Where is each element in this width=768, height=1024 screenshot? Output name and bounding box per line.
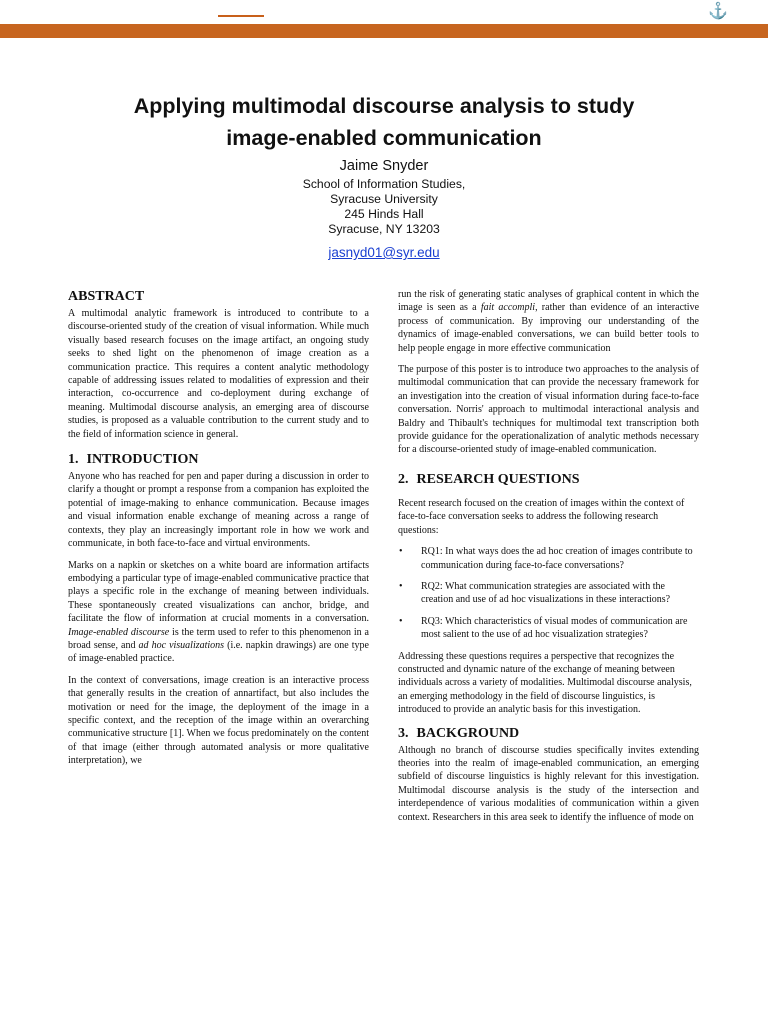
abstract-heading: ABSTRACT xyxy=(68,289,145,304)
section-number: 3. xyxy=(398,725,409,741)
affiliation-line: 245 Hinds Hall xyxy=(344,207,424,221)
list-item: • RQ2: What communication strategies are associated with the creation and use of ad hoc visualizations in these interactions? xyxy=(399,580,671,606)
intro-paragraph-2: Marks on a napkin or sketches on a white board are information artifacts embodying a particular type of image-enabled communicative practice that plays a specific role in the exchange of meaning between individuals. These spontaneously created visualizations can anchor, bridge, and facilitate the flow of information at crucial moments in a conversation. Image-enabled discourse is the term used to refer to this phenomenon in a broad sense, and ad hoc visualizations (i.e. napkin drawings) are one type of image-enabled practice. xyxy=(68,559,369,665)
right-column xyxy=(398,288,699,832)
intro-paragraph-1: Anyone who has reached for pen and paper during a discussion in order to clarify a thought or prompt a response from a companion has exploited the potential of image-making to enhance communication. Because images and visual information enable exchange of meaning across a range of contexts, they play an increasingly important role in how we work and communicate, in both face-to-face and virtual environments. xyxy=(68,471,369,550)
rq-intro: Recent research focused on the creation of images within the context of face-to-face conversation seeks to address the following research questions: xyxy=(398,497,685,536)
section-title: RESEARCH QUESTIONS xyxy=(416,471,580,487)
list-item: • RQ1: In what ways does the ad hoc creation of images contribute to communication during face-to-face conversations? xyxy=(399,546,693,571)
accent-band xyxy=(0,24,768,38)
author-name: Jaime Snyder xyxy=(339,158,429,174)
bullet-icon: • xyxy=(399,615,403,627)
top-bar xyxy=(0,0,768,24)
bullet-icon: • xyxy=(399,580,403,592)
section-number: 1. xyxy=(68,452,79,468)
list-item: • RQ3: Which characteristics of visual modes of communication are most salient to the use of ad hoc visualization strategies? xyxy=(399,615,688,641)
intro-paragraph-3: In the context of conversations, image creation is an interactive process that generally results in the creation of annartifact, but also includes the motivation or need for the image, the deployment of the image in a specific context, and the reception of the image within an overarching communicative structure [1]. When we focus predominately on the content of that image (either through automated analysis or more qualitative interpretation), we xyxy=(68,674,369,767)
author-email xyxy=(0,244,768,262)
library-lamp-icon: ⚓ xyxy=(708,1,728,20)
paper-title xyxy=(60,90,708,154)
background-paragraph: Although no branch of discourse studies specifically invites extending theories into the realm of image-enabled communication, an emerging subfield of discourse linguistics is highly relevant for this investigation. Multimodal discourse analysis is the study of the intersection and interdependence of various modalities of communication within a given context. Researchers in this area seek to identify the influence of mode on xyxy=(398,744,699,823)
continued-paragraph: run the risk of generating static analyses of graphical content in which the image is seen as a fait accompli, rather than evidence of an interactive process of communication. By improving our understanding of the dynamics of image-enabled conversations, we can build better tools to help people engage in more effective communication xyxy=(398,289,700,354)
research-questions-list xyxy=(398,545,699,641)
email-link[interactable]: jasnyd01@syr.edu xyxy=(328,245,440,260)
section-title: INTRODUCTION xyxy=(86,452,199,468)
affiliation-line: School of Information Studies, xyxy=(302,177,466,191)
section-number: 2. xyxy=(398,471,409,487)
title-line-2: image-enabled communication xyxy=(226,126,542,150)
title-line-1: Applying multimodal discourse analysis to study xyxy=(133,94,635,118)
purpose-paragraph: The purpose of this poster is to introduce two approaches to the analysis of multimodal communication that can provide the necessary framework for an investigation into the creation of visual information during face-to-face conversation. Norris' approach to multimodal interactional analysis and Baldry and Thibault's techniques for multimodal text transcription both provide guidance for the operationalization of analytic methods necessary for a discourse-oriented study of image-enabled communication. xyxy=(398,364,699,456)
section-title: BACKGROUND xyxy=(416,725,520,741)
rq-outro: Addressing these questions requires a perspective that recognizes the constructed and dynamic nature of the exchange of meaning between individuals across a variety of modalities. Multimodal discourse analysis, an emerging methodology in the field of discourse linguistics, is introduced to provide an analytic basis for this investigation. xyxy=(398,650,692,716)
section-heading-background xyxy=(398,725,699,743)
bullet-icon: • xyxy=(399,546,403,558)
section-heading-introduction xyxy=(68,451,369,469)
section-heading-research-questions xyxy=(398,471,699,489)
abstract-text: A multimodal analytic framework is introduced to contribute to a discourse-oriented study of the creation of visual information. While much visually based research focuses on the image artifact, an ongoing study seeks to shed light on the phenomenon of image creation as a communication practice. This requires a content analytic methodology capable of addressing issues related to modalities of expression and their interaction, co-occurrence and co-deployment during exchange of meaning. Multimodal discourse analysis, an emerging area of discourse studies, is proposed as a valuable contribution to the current study and to the field of information science in general. xyxy=(68,308,369,440)
affiliation-line: Syracuse University xyxy=(330,192,438,206)
affiliation-line: Syracuse, NY 13203 xyxy=(328,222,440,236)
header-link-underline[interactable] xyxy=(218,15,264,17)
left-column xyxy=(68,288,369,776)
